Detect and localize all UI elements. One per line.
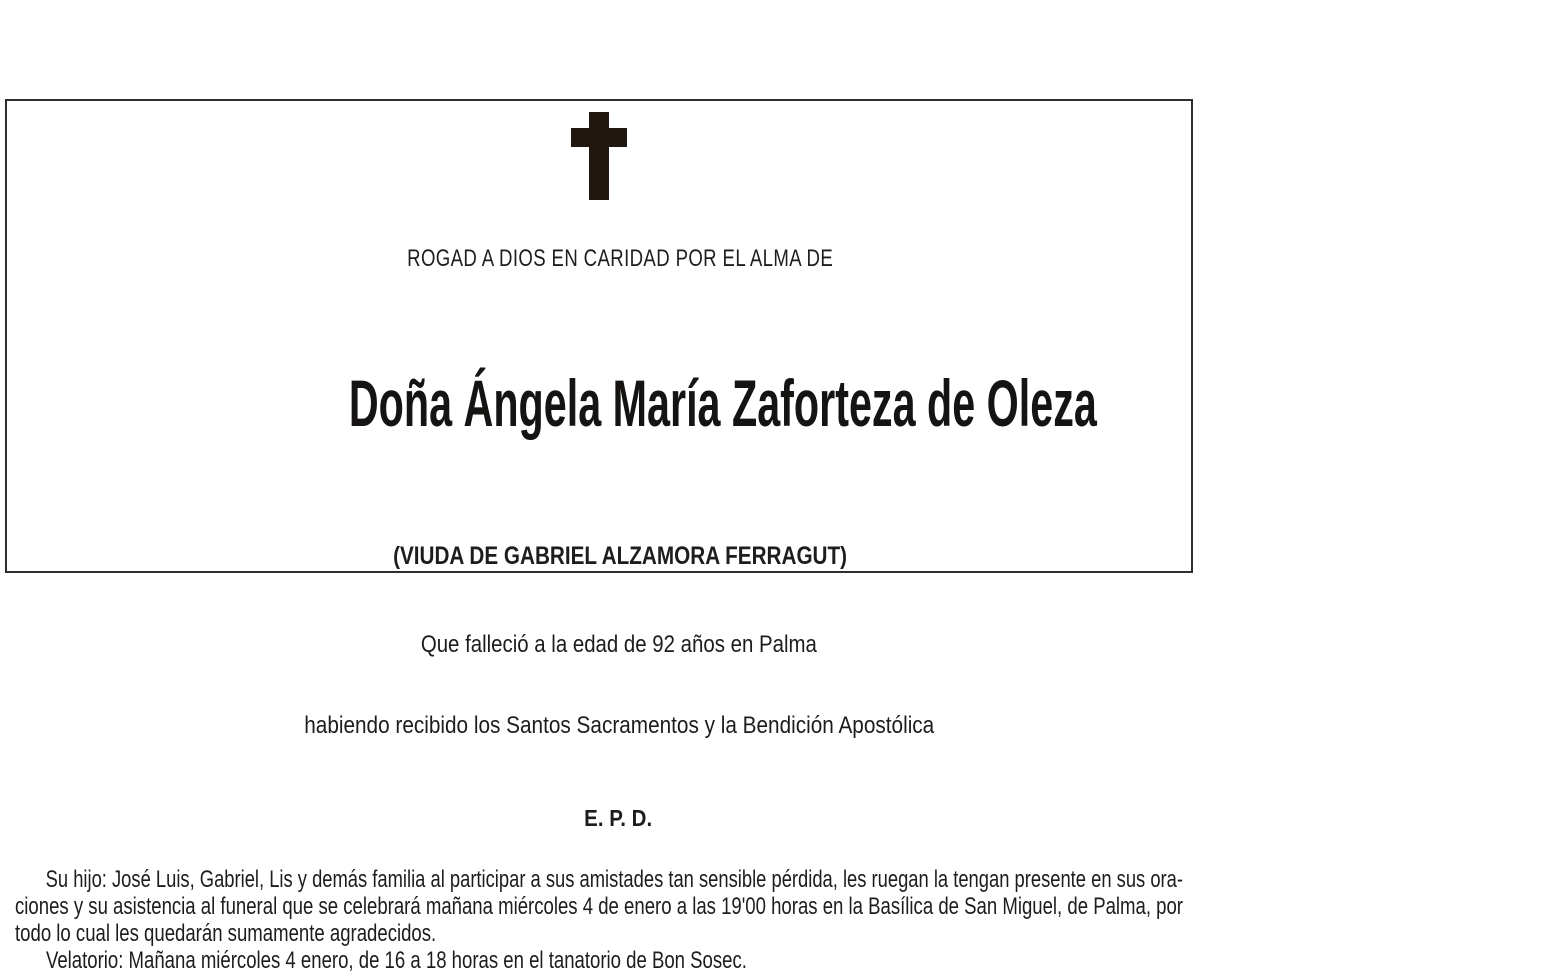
- intro-line-wrapper: [15, 214, 1183, 304]
- death-line-2-wrapper: [15, 685, 1183, 766]
- body-line-4-text: Velatorio: Mañana miércoles 4 enero, de 16 a 18 horas en el tanatorio de Bon Sosec.: [15, 947, 747, 974]
- death-line-1-wrapper: [15, 604, 1183, 685]
- body-line-2: [15, 893, 1183, 920]
- body-paragraphs: [15, 866, 1183, 974]
- body-line-3-text: todo lo cual les quedarán sumamente agradecidos.: [15, 920, 437, 947]
- epd-line-wrapper: [15, 776, 1183, 860]
- epd-text: E. P. D.: [584, 805, 653, 831]
- body-line-2-text: ciones y su asistencia al funeral que se celebrará mañana miércoles 4 de enero a las 19'00 horas en la Basílica de San Miguel, de Palma, por: [15, 893, 1183, 920]
- deceased-name-wrapper: [15, 307, 1183, 499]
- body-line-1: [15, 866, 1183, 893]
- death-line-2-text: habiendo recibido los Santos Sacramentos y la Bendición Apostólica: [304, 712, 935, 739]
- body-line-4-velatorio: [15, 947, 1183, 974]
- body-line-3: [15, 920, 1183, 947]
- body-line-1-text: Su hijo: José Luis, Gabriel, Lis y demás familia al participar a sus amistades tan sensible pérdida, les ruegan la tengan presente en sus ora-: [15, 866, 1183, 893]
- relation-line-wrapper: [15, 511, 1183, 601]
- cross-icon-wrapper: [15, 112, 1183, 200]
- intro-text: ROGAD A DIOS EN CARIDAD POR EL ALMA DE: [407, 245, 834, 272]
- cross-vertical-bar: [589, 112, 609, 200]
- death-line-1-text: Que falleció a la edad de 92 años en Palma: [421, 631, 817, 658]
- relation-text: (VIUDA DE GABRIEL ALZAMORA FERRAGUT): [392, 542, 847, 570]
- obituary-notice: [5, 99, 1193, 974]
- latin-cross-icon: [571, 112, 627, 200]
- deceased-name: Doña Ángela María Zaforteza de Oleza: [348, 366, 1097, 440]
